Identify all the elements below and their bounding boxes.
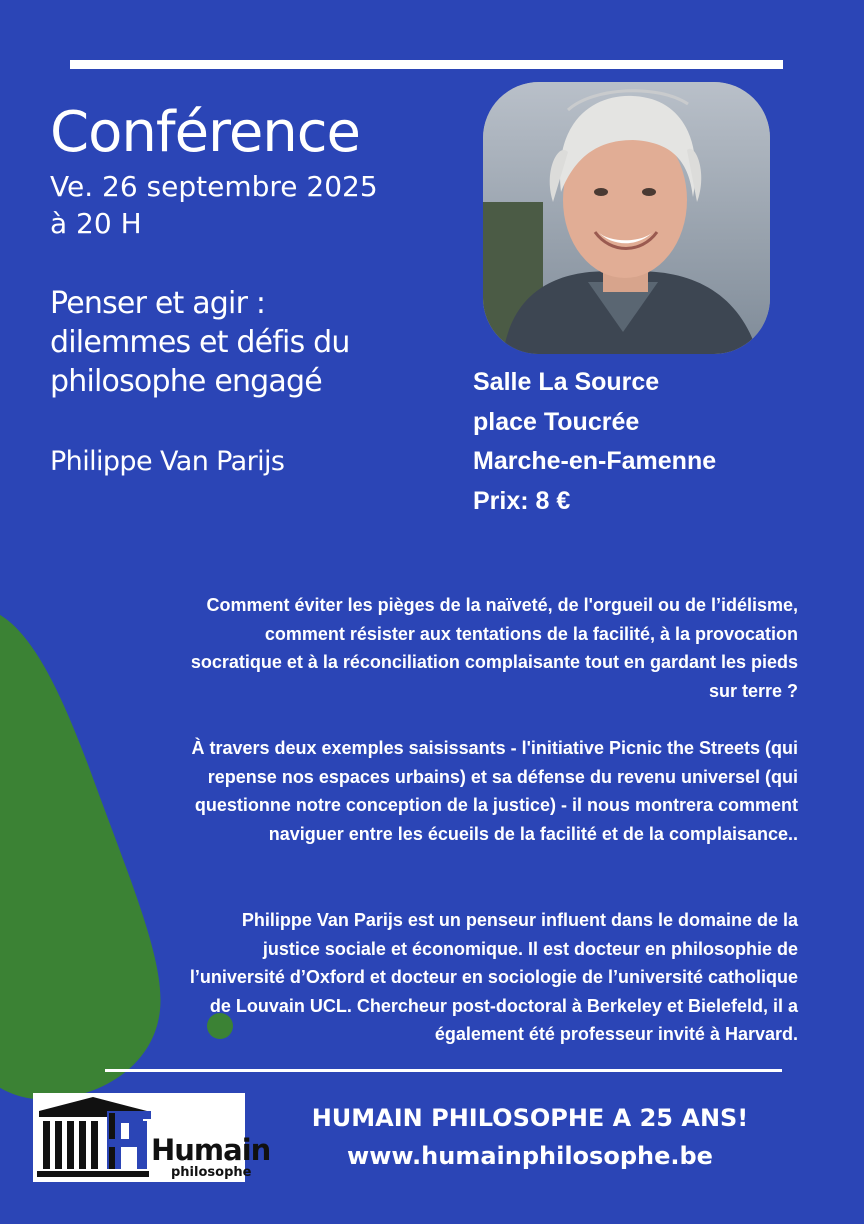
event-title-line: philosophe engagé — [50, 364, 322, 399]
logo-word: Humain — [151, 1133, 271, 1167]
text-line: justice sociale et économique. Il est docteur en philosophie de — [262, 938, 798, 959]
ticket-price: Prix: 8 € — [473, 486, 571, 515]
text-line: naviguer entre les écueils de la facilité et de la complaisance.. — [268, 823, 798, 844]
event-datetime — [50, 168, 378, 242]
text-line: comment résister aux tentations de la facilité, à la provocation — [264, 623, 798, 644]
description-paragraph-1 — [78, 591, 798, 705]
event-title-line: Penser et agir : — [50, 286, 266, 321]
footer-tagline — [265, 1100, 795, 1176]
venue-info — [473, 363, 716, 521]
event-title-line: dilemmes et défis du — [50, 325, 350, 360]
speaker-photo — [483, 82, 770, 354]
speaker-name: Philippe Van Parijs — [50, 446, 285, 477]
website-link[interactable]: www.humainphilosophe.be — [347, 1142, 713, 1170]
event-date: Ve. 26 septembre 2025 — [50, 170, 378, 203]
text-line: À travers deux exemples saisissants - l'initiative Picnic the Streets (qui — [191, 738, 798, 758]
speaker-bio — [78, 906, 798, 1049]
venue-street: place Toucrée — [473, 407, 640, 436]
anniversary-text: HUMAIN PHILOSOPHE A 25 ANS! — [311, 1104, 749, 1132]
humain-philosophe-logo — [33, 1093, 271, 1182]
text-line: l’université d’Oxford et docteur en sociologie de l’université catholique — [189, 967, 798, 987]
text-line: également été professeur invité à Harvard. — [434, 1024, 798, 1044]
text-line: de Louvain UCL. Chercheur post-doctoral à Berkeley et Bielefeld, il a — [209, 995, 798, 1016]
bottom-divider — [105, 1069, 782, 1072]
event-time: à 20 H — [50, 207, 142, 240]
text-line: questionne notre conception de la justice) - il nous montrera comment — [194, 795, 798, 815]
speaker-portrait-icon — [483, 82, 770, 354]
text-line: Philippe Van Parijs est un penseur influent dans le domaine de la — [241, 910, 798, 930]
logo-subword: philosophe — [171, 1165, 252, 1180]
text-line: sur terre ? — [708, 680, 798, 701]
description-paragraph-2 — [78, 734, 798, 848]
event-type-heading: Conférence — [50, 100, 361, 165]
text-line: Comment éviter les pièges de la naïveté, de l'orgueil ou de l’idélisme, — [206, 595, 798, 615]
top-divider — [70, 60, 783, 69]
venue-city: Marche-en-Famenne — [473, 447, 717, 475]
venue-name: Salle La Source — [473, 368, 660, 396]
event-title — [50, 284, 430, 401]
text-line: repense nos espaces urbains) et sa défense du revenu universel (qui — [207, 766, 798, 787]
text-line: socratique et à la réconciliation complaisante tout en gardant les pieds — [190, 652, 798, 672]
